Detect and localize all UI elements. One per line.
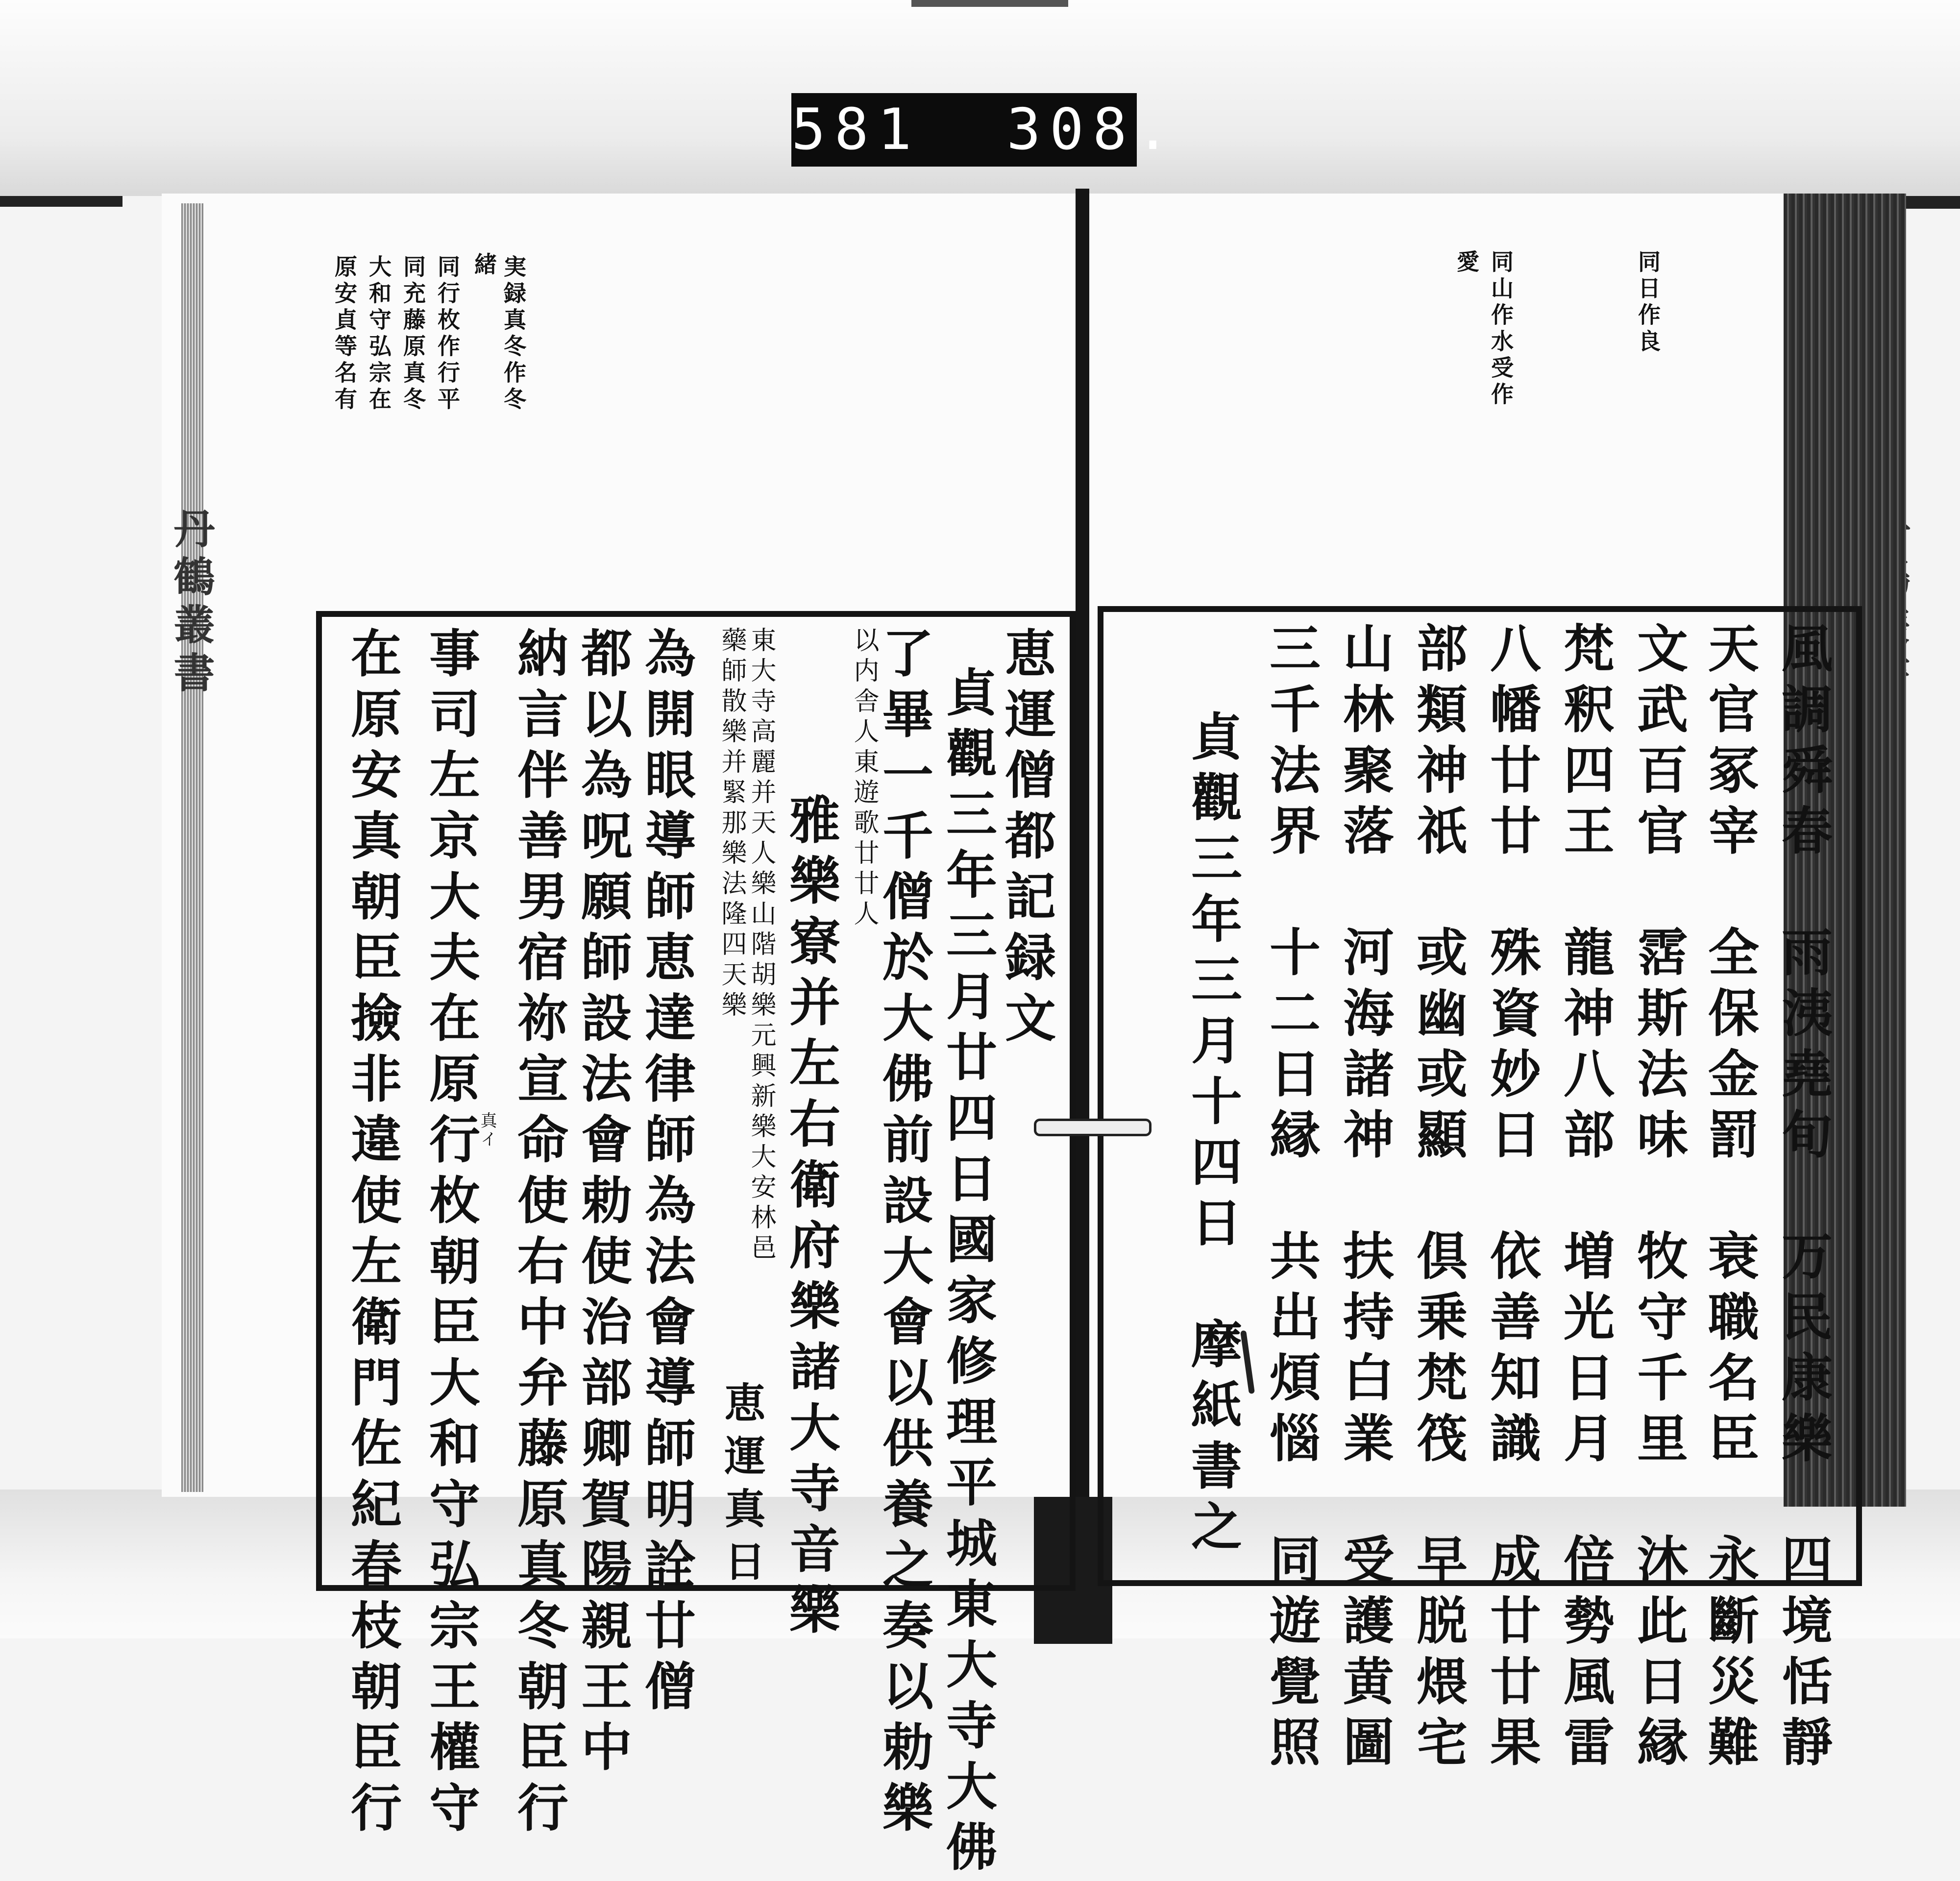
header-note: 同山作水受作 — [1488, 250, 1514, 409]
text-column: 了畢一千僧於大佛前設大會以供養之奏以勅樂 — [874, 627, 934, 1842]
text-column: 恵運僧都記録文 — [996, 627, 1056, 1052]
scan-edge-mark — [911, 0, 1068, 7]
text-column: 都以為呪願師設法會勅使治部卿賀陽親王中 — [572, 627, 633, 1781]
left-text-frame — [316, 611, 1076, 1881]
binding-clip — [1034, 1119, 1152, 1136]
text-column: 風調舜春 雨洟堯旬 万民康樂 四境恬靜 — [1773, 622, 1833, 1776]
text-column: 文武百官 霑斯法味 牧守千里 沐此日縁 — [1628, 622, 1689, 1776]
text-column: 八幡廿廿 殊資妙日 依善知識 成廿廿果 — [1481, 622, 1542, 1776]
text-column-note: 藥師散樂并緊那樂法隆四天樂 — [717, 627, 746, 1022]
text-column: 納言伴善男宿祢宣命使右中弁藤原真冬朝臣行 — [509, 627, 569, 1842]
text-column: 部類神祇 或幽或顯 倶乗梵筏 早脱煨宅 — [1408, 622, 1468, 1776]
interlinear-note: 真イ — [477, 1112, 497, 1149]
text-column: 梵釈四王 龍神八部 増光日月 倍勢風雷 — [1555, 622, 1615, 1776]
header-note: 愛 — [1453, 250, 1480, 276]
header-note: 大和守弘宗在 — [366, 255, 392, 414]
text-column: 山林聚落 河海諸神 扶持白業 受護黄圖 — [1334, 622, 1395, 1776]
text-column: 在原安真朝臣撿非違使左衛門佐紀春枝朝臣行 — [342, 627, 402, 1842]
header-note: 実録真冬作冬 — [500, 255, 527, 414]
text-column-note: 東大寺高麗并天人樂山階胡樂元興新樂大安林邑 — [746, 627, 776, 1265]
text-column: 三千法界 十二日縁 共出煩惱 同遊覺照 — [1261, 622, 1321, 1776]
right-text-frame — [1098, 606, 1862, 1776]
text-column: 事司左京大夫在原行枚朝臣大和守弘宗王權守 — [420, 627, 481, 1842]
left-margin-title: 丹鶴叢書 — [167, 507, 216, 699]
header-note: 原安貞等名有 — [331, 255, 358, 414]
header-note: 同日作良 — [1635, 250, 1661, 356]
open-book — [122, 189, 1867, 1881]
header-note: 同充藤原真冬 — [400, 255, 426, 414]
header-note: 緒 — [471, 252, 497, 279]
header-note: 同行枚作行平 — [434, 255, 461, 414]
left-page-edges — [181, 203, 203, 1492]
text-column: 天官冢宰 全保金罰 衰職名臣 永斷災難 — [1699, 622, 1760, 1776]
reference-number-label: 581 308. — [791, 93, 1137, 167]
text-column: 為開眼導師恵達律師為法會導師明詮廿僧 — [636, 627, 696, 1720]
text-column-note: 以内舎人東遊歌廿廿人 — [849, 627, 879, 930]
text-column: 貞觀三年三月廿四日國家修理平城東大寺大佛 — [937, 666, 998, 1881]
text-column: 恵運真日 — [718, 1381, 766, 1593]
text-column: 雅樂寮并左右衛府樂諸大寺音樂 — [781, 793, 841, 1644]
date-line: 貞觀三年三月十四日 摩紙書之 — [1182, 710, 1243, 1561]
scanner-edge-bar-left — [0, 196, 122, 207]
book-spine — [1076, 189, 1089, 1502]
